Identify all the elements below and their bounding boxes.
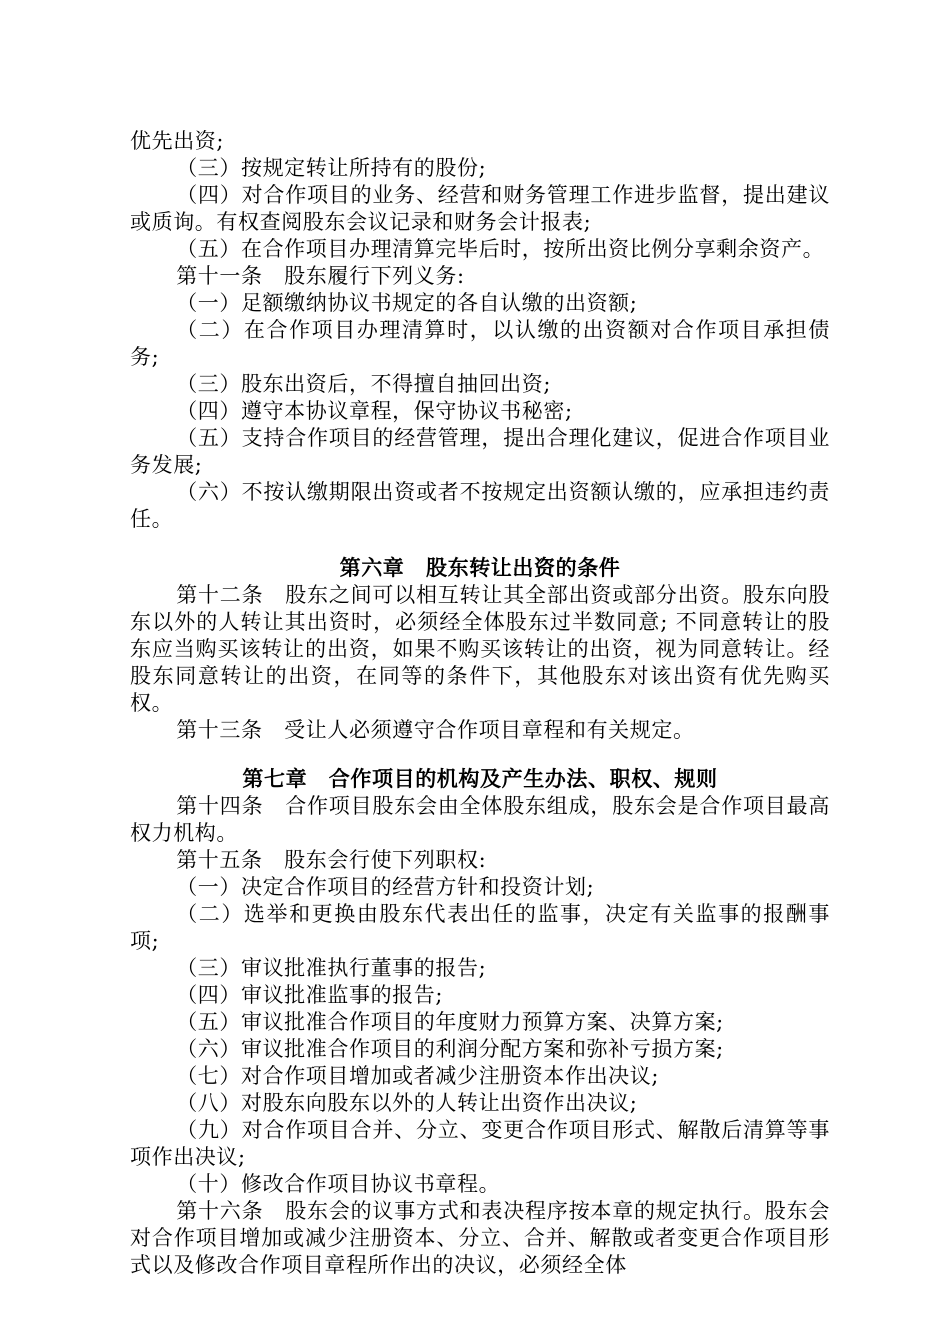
article-13: 第十三条 受让人必须遵守合作项目章程和有关规定。 (176, 718, 695, 742)
text-line: （九）对合作项目合并、分立、变更合作项目形式、解散后清算等事项作出决议; (130, 1118, 830, 1169)
text-line: （一）足额缴纳协议书规定的各自认缴的出资额; (176, 291, 638, 315)
text-line: （一）决定合作项目的经营方针和投资计划; (176, 875, 595, 899)
text-line: （三）按规定转让所持有的股份; (176, 156, 487, 180)
chapter-7-title: 第七章 合作项目的机构及产生办法、职权、规则 (242, 767, 718, 791)
text-line: （四）遵守本协议章程，保守协议书秘密; (176, 399, 573, 423)
article-16: 第十六条 股东会的议事方式和表决程序按本章的规定执行。股东会对合作项目增加或减少注册资本、分立、合并、解散或者变更合作项目形式以及修改合作项目章程所作出的决议，必须经全体 (130, 1199, 830, 1277)
text-line: （六）不按认缴期限出资或者不按规定出资额认缴的，应承担违约责任。 (130, 480, 830, 531)
text-line: （二）在合作项目办理清算时，以认缴的出资额对合作项目承担债务; (130, 318, 830, 369)
article-15: 第十五条 股东会行使下列职权: (176, 848, 487, 872)
text-line: （五）支持合作项目的经营管理，提出合理化建议，促进合作项目业务发展; (130, 426, 830, 477)
text-line: （六）审议批准合作项目的利润分配方案和弥补亏损方案; (176, 1037, 724, 1061)
article-11: 第十一条 股东履行下列义务: (176, 264, 465, 288)
document-page (130, 128, 830, 1279)
text-line: （二）选举和更换由股东代表出任的监事，决定有关监事的报酬事项; (130, 902, 830, 953)
text-line: 优先出资; (130, 129, 225, 153)
text-line: （五）在合作项目办理清算完毕后时，按所出资比例分享剩余资产。 (176, 237, 825, 261)
text-line: （四）审议批准监事的报告; (176, 983, 444, 1007)
article-14: 第十四条 合作项目股东会由全体股东组成，股东会是合作项目最高权力机构。 (130, 794, 830, 845)
text-line: （八）对股东向股东以外的人转让出资作出决议; (176, 1091, 638, 1115)
chapter-6-title: 第六章 股东转让出资的条件 (339, 556, 621, 580)
text-line: （三）股东出资后，不得擅自抽回出资; (176, 372, 552, 396)
article-12: 第十二条 股东之间可以相互转让其全部出资或部分出资。股东向股东以外的人转让其出资时，必须经全体股东过半数同意; 不同意转让的股东应当购买该转让的出资，如果不购买该转让的出资，视为同意转让。经股东同意转让的出资，在同等的条件下，其他股东对该出资有优先购买权。 (130, 583, 830, 715)
text-line: （七）对合作项目增加或者减少注册资本作出决议; (176, 1064, 660, 1088)
text-line: （三）审议批准执行董事的报告; (176, 956, 487, 980)
text-line: （五）审议批准合作项目的年度财力预算方案、决算方案; (176, 1010, 724, 1034)
text-line: （四）对合作项目的业务、经营和财务管理工作进步监督，提出建议或质询。有权查阅股东会议记录和财务会计报表; (130, 183, 830, 234)
text-line: （十）修改合作项目协议书章程。 (176, 1172, 501, 1196)
